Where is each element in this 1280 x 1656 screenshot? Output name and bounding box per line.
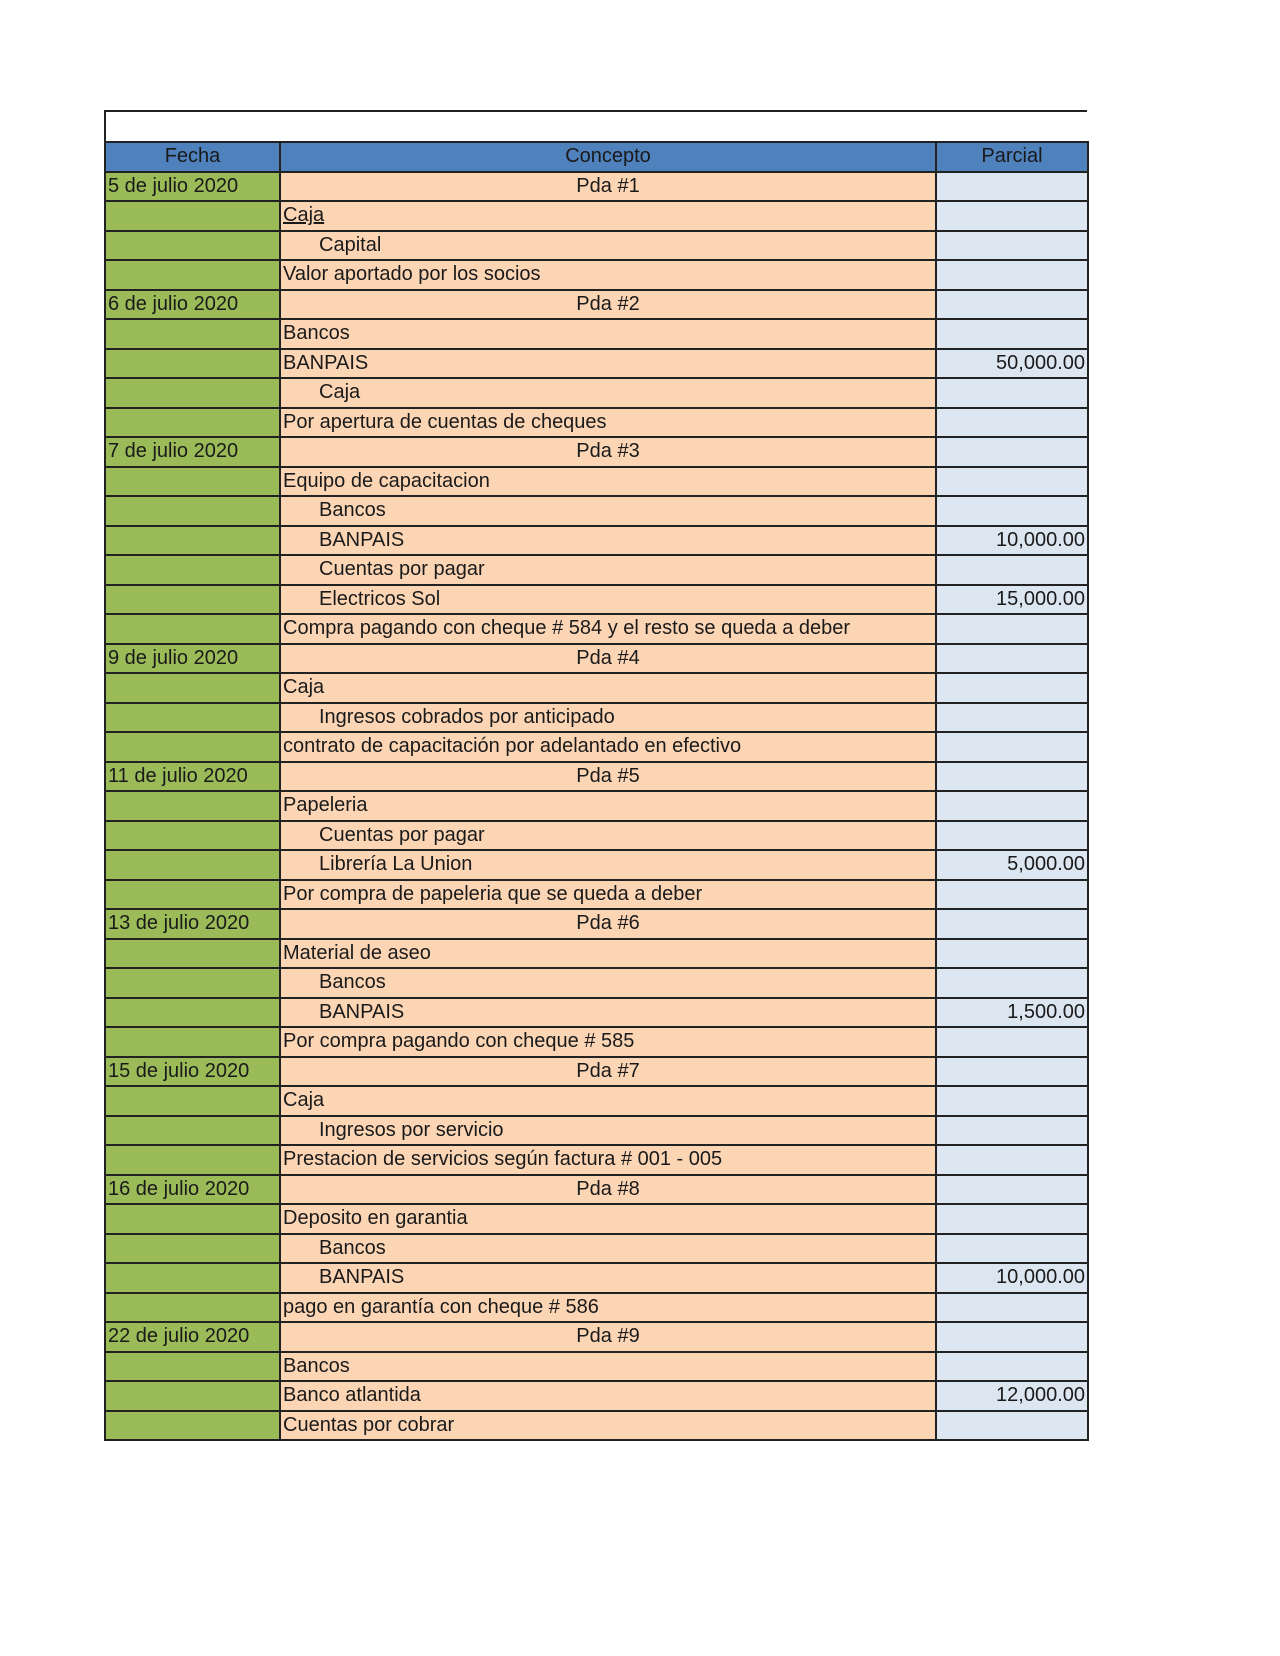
parcial-cell[interactable] [936,1116,1088,1146]
concepto-cell[interactable]: Pda #1 [280,172,936,202]
concepto-cell[interactable]: Pda #2 [280,290,936,320]
parcial-cell[interactable]: 50,000.00 [936,349,1088,379]
concepto-cell[interactable]: Capital [280,231,936,261]
table-row [105,673,1088,703]
table-row [105,1234,1088,1264]
parcial-cell[interactable] [936,1352,1088,1382]
concepto-cell[interactable]: Banco atlantida [280,1381,936,1411]
parcial-cell[interactable] [936,290,1088,320]
fecha-cell[interactable]: 22 de julio 2020 [105,1322,280,1352]
concepto-cell[interactable]: Ingresos por servicio [280,1116,936,1146]
concepto-cell[interactable]: Valor aportado por los socios [280,260,936,290]
concepto-cell[interactable]: Cuentas por cobrar [280,1411,936,1441]
concepto-cell[interactable]: Material de aseo [280,939,936,969]
table-row [105,703,1088,733]
table-row [105,1352,1088,1382]
table-row [105,1145,1088,1175]
fecha-cell[interactable] [105,378,280,408]
header-fecha: Fecha [105,142,280,172]
parcial-cell[interactable] [936,880,1088,910]
fecha-cell[interactable]: 13 de julio 2020 [105,909,280,939]
fecha-cell[interactable]: 5 de julio 2020 [105,172,280,202]
parcial-cell[interactable] [936,437,1088,467]
table-row [105,850,1088,880]
concepto-cell[interactable]: Compra pagando con cheque # 584 y el resto se queda a deber [280,614,936,644]
parcial-cell[interactable] [936,231,1088,261]
parcial-cell[interactable] [936,260,1088,290]
table-row [105,821,1088,851]
table-row [105,644,1088,674]
table-row [105,791,1088,821]
table-row [105,555,1088,585]
parcial-cell[interactable] [936,1322,1088,1352]
table-row [105,290,1088,320]
fecha-cell[interactable] [105,1263,280,1293]
concepto-cell[interactable]: Librería La Union [280,850,936,880]
table-row [105,880,1088,910]
fecha-cell[interactable] [105,1116,280,1146]
header-parcial: Parcial [936,142,1088,172]
parcial-cell[interactable] [936,1086,1088,1116]
concepto-cell[interactable]: BANPAIS [280,526,936,556]
concepto-cell[interactable]: Pda #6 [280,909,936,939]
header-concepto: Concepto [280,142,936,172]
table-row [105,1204,1088,1234]
parcial-cell[interactable] [936,496,1088,526]
parcial-cell[interactable] [936,762,1088,792]
concepto-cell[interactable]: pago en garantía con cheque # 586 [280,1293,936,1323]
fecha-cell[interactable]: 7 de julio 2020 [105,437,280,467]
concepto-cell[interactable]: Bancos [280,1234,936,1264]
parcial-cell[interactable] [936,939,1088,969]
concepto-cell[interactable]: Pda #9 [280,1322,936,1352]
concepto-cell[interactable]: Pda #5 [280,762,936,792]
parcial-cell[interactable] [936,821,1088,851]
fecha-cell[interactable]: 15 de julio 2020 [105,1057,280,1087]
table-row [105,998,1088,1028]
fecha-cell[interactable] [105,1293,280,1323]
parcial-cell[interactable] [936,1175,1088,1205]
parcial-cell[interactable] [936,555,1088,585]
parcial-cell[interactable] [936,319,1088,349]
table-row [105,378,1088,408]
fecha-cell[interactable] [105,260,280,290]
concepto-cell[interactable]: Por apertura de cuentas de cheques [280,408,936,438]
concepto-cell[interactable]: Por compra pagando con cheque # 585 [280,1027,936,1057]
parcial-cell[interactable] [936,732,1088,762]
table-row [105,1263,1088,1293]
table-row [105,467,1088,497]
fecha-cell[interactable] [105,791,280,821]
parcial-cell[interactable] [936,1145,1088,1175]
concepto-cell[interactable]: Papeleria [280,791,936,821]
table-row [105,172,1088,202]
parcial-cell[interactable] [936,408,1088,438]
fecha-cell[interactable] [105,821,280,851]
concepto-cell[interactable]: BANPAIS [280,998,936,1028]
fecha-cell[interactable] [105,1027,280,1057]
parcial-cell[interactable] [936,644,1088,674]
concepto-cell[interactable]: Bancos [280,496,936,526]
table-row [105,1086,1088,1116]
parcial-cell[interactable] [936,467,1088,497]
fecha-cell[interactable] [105,585,280,615]
concepto-cell[interactable]: Caja [280,673,936,703]
fecha-cell[interactable] [105,1234,280,1264]
fecha-cell[interactable]: 9 de julio 2020 [105,644,280,674]
parcial-cell[interactable] [936,1204,1088,1234]
fecha-cell[interactable] [105,1204,280,1234]
parcial-cell[interactable] [936,201,1088,231]
fecha-cell[interactable] [105,998,280,1028]
concepto-cell[interactable]: contrato de capacitación por adelantado en efectivo [280,732,936,762]
concepto-cell[interactable]: Bancos [280,1352,936,1382]
fecha-cell[interactable] [105,732,280,762]
concepto-cell[interactable]: Ingresos cobrados por anticipado [280,703,936,733]
parcial-cell[interactable] [936,968,1088,998]
fecha-cell[interactable] [105,880,280,910]
fecha-cell[interactable] [105,1145,280,1175]
fecha-cell[interactable] [105,555,280,585]
table-row [105,260,1088,290]
parcial-cell[interactable] [936,1293,1088,1323]
table-row [105,732,1088,762]
parcial-cell[interactable] [936,1057,1088,1087]
fecha-cell[interactable]: 16 de julio 2020 [105,1175,280,1205]
concepto-cell[interactable] [280,201,936,231]
parcial-cell[interactable] [936,791,1088,821]
table-row [105,1057,1088,1087]
journal-table [104,141,1089,1441]
concepto-cell[interactable]: Bancos [280,319,936,349]
table-row [105,231,1088,261]
table-row [105,526,1088,556]
table-row [105,1027,1088,1057]
parcial-cell[interactable]: 12,000.00 [936,1381,1088,1411]
fecha-cell[interactable] [105,526,280,556]
ledger-sheet [104,110,1087,1441]
fecha-cell[interactable] [105,850,280,880]
parcial-cell[interactable] [936,1027,1088,1057]
concepto-cell[interactable]: Bancos [280,968,936,998]
journal-body [105,172,1088,1441]
concepto-cell[interactable]: Pda #8 [280,1175,936,1205]
parcial-cell[interactable] [936,1234,1088,1264]
parcial-cell[interactable] [936,614,1088,644]
header-row [105,142,1088,172]
fecha-cell[interactable] [105,968,280,998]
concepto-cell[interactable]: Deposito en garantia [280,1204,936,1234]
table-row [105,585,1088,615]
concepto-text: Caja [283,204,325,227]
fecha-cell[interactable] [105,201,280,231]
concepto-cell[interactable]: Caja [280,378,936,408]
table-row [105,939,1088,969]
fecha-cell[interactable] [105,1086,280,1116]
table-row [105,1293,1088,1323]
table-row [105,1381,1088,1411]
table-row [105,496,1088,526]
fecha-cell[interactable] [105,939,280,969]
concepto-cell[interactable]: Prestacion de servicios según factura # 001 - 005 [280,1145,936,1175]
parcial-cell[interactable] [936,673,1088,703]
fecha-cell[interactable] [105,1411,280,1441]
fecha-cell[interactable] [105,614,280,644]
table-row [105,614,1088,644]
fecha-cell[interactable] [105,703,280,733]
fecha-cell[interactable] [105,673,280,703]
concepto-cell[interactable]: BANPAIS [280,1263,936,1293]
table-row [105,437,1088,467]
fecha-cell[interactable] [105,1352,280,1382]
fecha-cell[interactable] [105,408,280,438]
concepto-cell[interactable]: Electricos Sol [280,585,936,615]
concepto-cell[interactable]: BANPAIS [280,349,936,379]
table-row [105,1322,1088,1352]
parcial-cell[interactable] [936,1411,1088,1441]
fecha-cell[interactable] [105,496,280,526]
parcial-cell[interactable] [936,378,1088,408]
table-row [105,201,1088,231]
concepto-cell[interactable]: Equipo de capacitacion [280,467,936,497]
table-row [105,1411,1088,1441]
concepto-cell[interactable]: Cuentas por pagar [280,555,936,585]
table-row [105,319,1088,349]
parcial-cell[interactable]: 5,000.00 [936,850,1088,880]
concepto-cell[interactable]: Cuentas por pagar [280,821,936,851]
table-row [105,762,1088,792]
sheet-title-row [104,110,1087,141]
table-row [105,909,1088,939]
concepto-cell[interactable]: Pda #7 [280,1057,936,1087]
parcial-cell[interactable]: 15,000.00 [936,585,1088,615]
fecha-cell[interactable] [105,1381,280,1411]
concepto-cell[interactable]: Pda #4 [280,644,936,674]
table-row [105,1116,1088,1146]
table-row [105,968,1088,998]
concepto-cell[interactable]: Por compra de papeleria que se queda a deber [280,880,936,910]
parcial-cell[interactable] [936,703,1088,733]
table-row [105,408,1088,438]
fecha-cell[interactable] [105,231,280,261]
fecha-cell[interactable] [105,319,280,349]
concepto-cell[interactable]: Caja [280,1086,936,1116]
fecha-cell[interactable]: 6 de julio 2020 [105,290,280,320]
parcial-cell[interactable] [936,909,1088,939]
parcial-cell[interactable]: 1,500.00 [936,998,1088,1028]
concepto-cell[interactable]: Pda #3 [280,437,936,467]
fecha-cell[interactable] [105,349,280,379]
table-row [105,349,1088,379]
parcial-cell[interactable]: 10,000.00 [936,526,1088,556]
fecha-cell[interactable] [105,467,280,497]
parcial-cell[interactable]: 10,000.00 [936,1263,1088,1293]
parcial-cell[interactable] [936,172,1088,202]
table-row [105,1175,1088,1205]
fecha-cell[interactable]: 11 de julio 2020 [105,762,280,792]
